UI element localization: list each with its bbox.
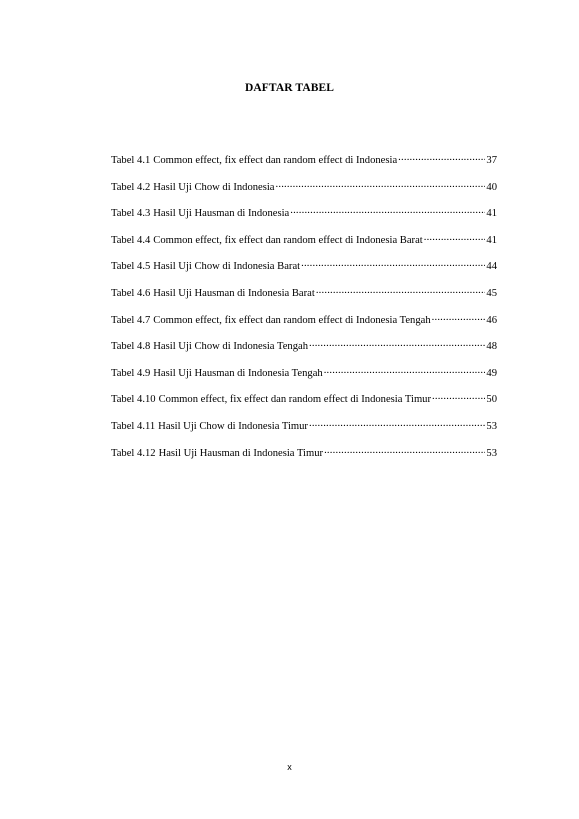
dot-leader [432,311,486,323]
dot-leader [432,390,485,402]
page-reference: 44 [486,261,497,273]
dot-leader [424,231,486,243]
dot-leader [290,204,485,216]
table-number: Tabel 4.7 [111,314,151,326]
table-caption: Hasil Uji Chow di Indonesia Barat [153,261,301,273]
table-caption: Hasil Uji Chow di Indonesia Tengah [153,341,308,353]
page-reference: 37 [486,155,497,166]
table-caption: Hasil Uji Chow di Indonesia [153,181,275,193]
table-number: Tabel 4.8 [111,341,151,353]
table-of-contents-list [111,151,497,470]
toc-entry[interactable] [111,364,497,391]
table-caption: Common effect, fix effect dan random effect di Indonesia [153,155,398,166]
page-reference: 45 [486,287,497,299]
toc-entry[interactable] [111,284,497,311]
toc-entry[interactable] [111,390,497,417]
dot-leader [398,151,485,163]
table-caption: Hasil Uji Hausman di Indonesia Timur [158,447,324,459]
table-caption: Common effect, fix effect dan random effect di Indonesia Timur [158,394,432,406]
page-reference: 53 [486,420,497,432]
toc-entry[interactable] [111,231,497,258]
page-reference: 46 [486,314,497,326]
table-number: Tabel 4.9 [111,367,151,379]
dot-leader [324,364,486,376]
page-reference: 49 [486,367,497,379]
table-caption: Hasil Uji Chow di Indonesia Timur [158,420,308,432]
dot-leader [324,444,485,456]
toc-entry[interactable] [111,204,497,231]
table-number: Tabel 4.4 [111,234,151,246]
page-reference: 41 [486,208,497,220]
table-caption: Hasil Uji Hausman di Indonesia Tengah [153,367,323,379]
toc-entry[interactable] [111,178,497,205]
dot-leader [309,337,485,349]
table-number: Tabel 4.1 [111,155,151,166]
toc-entry[interactable] [111,417,497,444]
dot-leader [276,178,486,190]
toc-entry[interactable] [111,444,497,471]
table-number: Tabel 4.11 [111,420,156,432]
dot-leader [301,257,485,269]
page-title: DAFTAR TABEL [244,82,335,94]
table-number: Tabel 4.10 [111,394,156,406]
table-number: Tabel 4.6 [111,287,151,299]
toc-entry[interactable] [111,151,497,178]
dot-leader [309,417,485,429]
table-number: Tabel 4.12 [111,447,156,459]
table-caption: Hasil Uji Hausman di Indonesia [153,208,290,220]
page-reference: 50 [486,394,497,406]
table-caption: Hasil Uji Hausman di Indonesia Barat [153,287,315,299]
toc-entry[interactable] [111,311,497,338]
table-number: Tabel 4.3 [111,208,151,220]
toc-entry[interactable] [111,257,497,284]
page-number: x [287,762,292,772]
table-caption: Common effect, fix effect dan random effect di Indonesia Barat [153,234,423,246]
toc-entry[interactable] [111,337,497,364]
page-reference: 41 [486,234,497,246]
table-caption: Common effect, fix effect dan random effect di Indonesia Tengah [153,314,431,326]
page-reference: 40 [486,181,497,193]
page-reference: 48 [486,341,497,353]
table-number: Tabel 4.5 [111,261,151,273]
table-number: Tabel 4.2 [111,181,151,193]
dot-leader [316,284,486,296]
page-reference: 53 [486,447,497,459]
